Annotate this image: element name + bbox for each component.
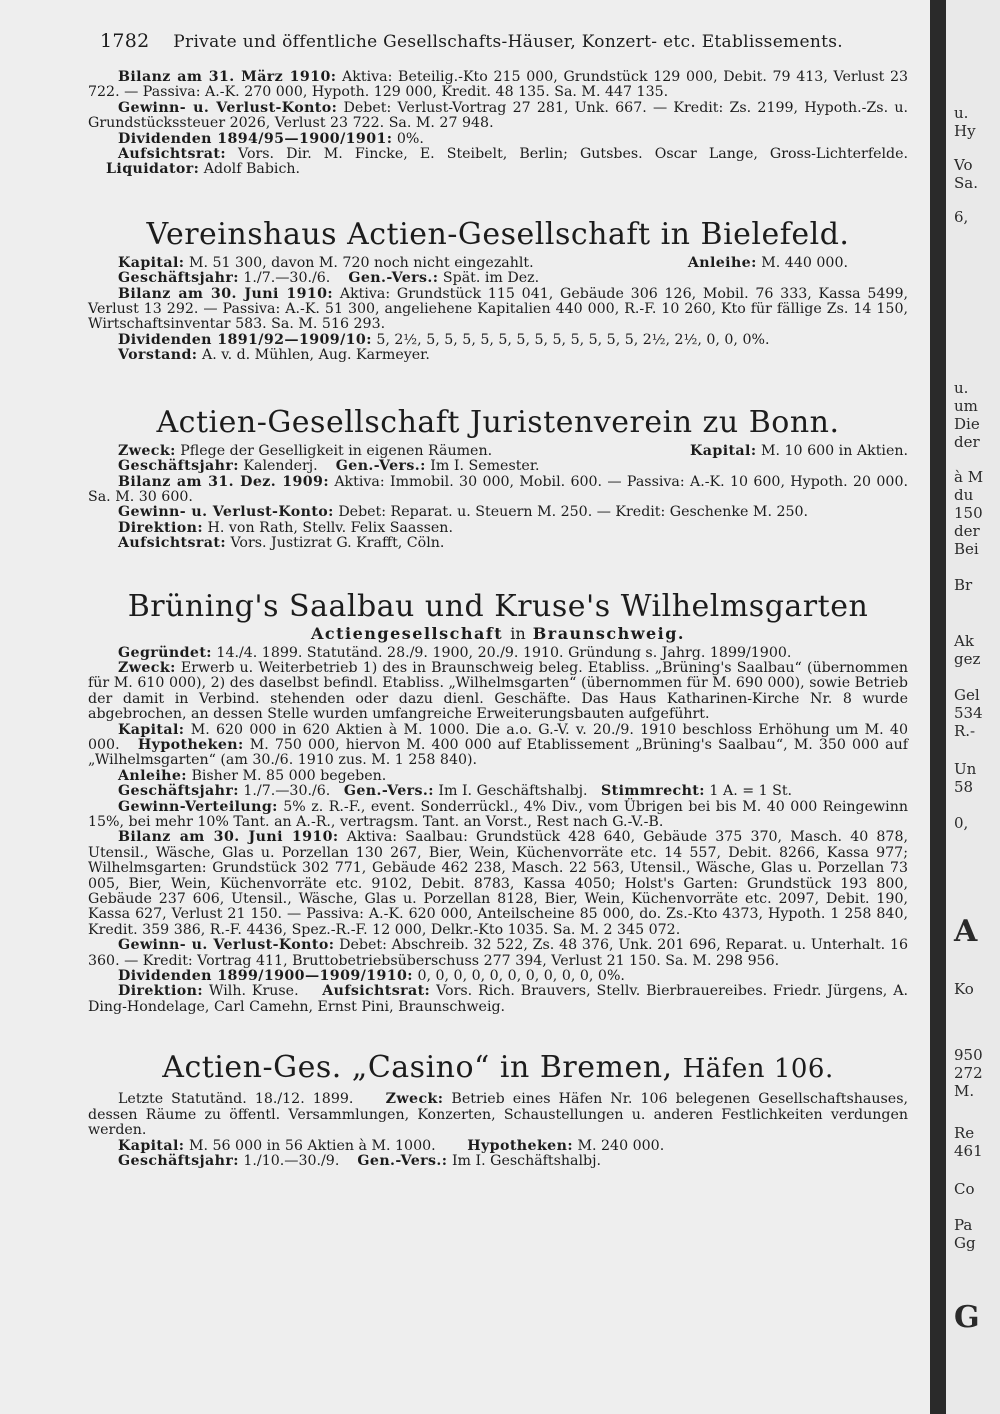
adjacent-text-fragment: Gel [954,686,980,704]
fiscal-year-paragraph [88,1154,908,1169]
entry-title: Brüning's Saalbau und Kruse's Wilhelmsgarten [127,588,869,624]
capital-paragraph [88,1139,908,1154]
fiscal-year-paragraph [88,784,908,799]
capital-row [88,256,908,271]
adjacent-text-fragment: Die [954,415,980,433]
value: 1./10.—30./9. [243,1152,340,1169]
label: Aufsichtsrat: [118,535,226,552]
adjacent-text-fragment: Hy [954,122,976,140]
adjacent-text-fragment: Sa. [954,174,978,192]
adjacent-text-fragment: M. [954,1082,975,1100]
entry-bonn [88,406,908,552]
label: Bilanz am 31. Dez. 1909: [118,473,329,490]
value: 1./7.—30./6. [243,270,331,287]
label: Geschäftsjahr: [118,1152,239,1169]
label: Hypotheken: [137,736,244,753]
entry-title: Vereinshaus Actien-Gesellschaft in Bielefeld. [146,216,850,252]
label: Dividenden 1891/92—1909/10: [118,331,372,348]
purpose-paragraph [88,661,908,723]
kapital-cell [118,256,534,271]
label: Anleihe: [687,254,757,271]
supervisory-board-paragraph [88,147,908,178]
adjacent-text-fragment: Gg [954,1234,976,1252]
label: Stimmrecht: [601,783,705,800]
guv-paragraph [88,505,908,520]
value: Betrieb eines Häfen Nr. 106 belegenen Gesellschaftshauses, dessen Räume zu öffentl. Versammlungen, Konzerten, Schaustellungen u. anderen Festlichkeiten verdungen werden. [88,1091,908,1139]
label: Bilanz am 31. März 1910: [118,69,337,85]
label: Kapital: [118,721,185,738]
label: Aufsichtsrat: [118,146,226,163]
label: Direktion: [118,983,203,1000]
label: Gewinn- u. Verlust-Konto: [118,504,334,521]
adjacent-text-fragment: um [954,397,978,415]
adjacent-text-fragment: Bei [954,540,979,558]
fiscal-year-paragraph [88,459,908,474]
adjacent-text-fragment: u. [954,104,969,122]
adjacent-text-fragment: R.- [954,722,976,740]
bilanz-paragraph [88,830,908,938]
value: 0%. [396,130,424,147]
running-header [100,30,920,52]
adjacent-text-fragment: 461 [954,1142,983,1160]
adjacent-text-fragment: der [954,522,980,540]
value: Debet: Reparat. u. Steuern M. 250. — Kredit: Geschenke M. 250. [338,504,809,521]
value: Erwerb u. Weiterbetrieb 1) des in Braunschweig beleg. Etabliss. „Brüning's Saalbau“ (übernommen für M. 610 000), 2) des daselbst befindl. Etabliss. „Wilhelmsgarten“ (übernommen für M. 690 000), sowie Betrieb der damit in Verbind. stehenden oder dazu dienl. Geschäfte. Das Haus Katharinen-Kirche Nr. 8 wurde abgebrochen, an dessen Stelle wurden umfangreiche Erweiterungsbauten aufgeführt. [88,659,908,723]
label: Kapital: [118,1137,185,1154]
profit-distribution-paragraph [88,800,908,831]
adjacent-text-fragment: Br [954,576,973,594]
anleihe-cell [688,256,848,271]
value: Pflege der Geselligkeit in eigenen Räumen. [180,442,493,459]
value: Vors. Justizrat G. Krafft, Cöln. [230,535,445,552]
label: Geschäftsjahr: [118,783,239,800]
value: M. 51 300, davon M. 720 noch nicht eingezahlt. [188,254,534,271]
entry-continuation [88,66,908,178]
entry-title: Actien-Gesellschaft Juristenverein zu Bonn. [156,404,840,440]
adjacent-page-fragment [946,0,1000,1414]
label: Liquidator: [106,161,200,178]
adjacent-text-fragment: Co [954,1180,975,1198]
founded-paragraph [88,646,908,661]
adjacent-text-fragment: Re [954,1124,975,1142]
value: 14./4. 1899. Statutänd. 28./9. 1900, 20./9. 1910. Gründung s. Jahrg. 1899/1900. [216,644,792,661]
entry-bielefeld [88,218,908,364]
purpose-row [88,444,908,459]
adjacent-text-fragment: 534 [954,704,983,722]
label: Gen.-Vers.: [348,270,439,287]
adjacent-text-fragment: gez [954,650,981,668]
value: Im I. Semester. [430,458,540,475]
label: Gewinn-Verteilung: [118,798,278,815]
adjacent-text-fragment: Un [954,760,977,778]
value: M. 240 000. [577,1137,665,1154]
value: Adolf Babich. [203,161,301,178]
adjacent-text-fragment: Ko [954,980,974,998]
label: Zweck: [385,1091,444,1108]
running-title: Private und öffentliche Gesellschafts-Häuser, Konzert- etc. Etablissements. [173,32,843,52]
adjacent-text-fragment: 150 [954,504,983,522]
label: Gewinn- u. Verlust-Konto: [118,937,335,954]
adjacent-text-fragment: 58 [954,778,974,796]
capital-paragraph [88,723,908,769]
label: Gen.-Vers.: [343,783,434,800]
adjacent-text-fragment: 6, [954,208,969,226]
label: Geschäftsjahr: [118,458,239,475]
adjacent-text-fragment: du [954,486,974,504]
label: Geschäftsjahr: [118,270,239,287]
value: Aktiva: Grundstück 115 041, Gebäude 306 126, Mobil. 76 333, Kassa 5499, Verlust 13 292. — Passiva: A.-K. 51 300, angeliehene Kapitalien 440 000, R.-F. 10 260, Kto für fällige Zs. 14 150, Wirtschaftsinventar 583. Sa. M. 516 293. [88,285,908,333]
value: Kalenderj. [243,458,318,475]
bilanz-paragraph [88,70,908,101]
value: 1 A. = 1 St. [709,783,793,800]
entry-bremen [88,1051,908,1169]
value: Aktiva: Immobil. 30 000, Mobil. 600. — Passiva: A.-K. 10 600, Hypoth. 20 000. Sa. M. 30 600. [88,473,908,505]
statute-text: Letzte Statutänd. 18./12. 1899. [118,1091,354,1108]
value: Bisher M. 85 000 begeben. [191,767,387,784]
subtitle-city: Braunschweig. [532,623,685,643]
value: Im I. Geschäftshalbj. [451,1152,602,1169]
label: Hypotheken: [467,1137,573,1154]
value: Vors. Dir. M. Fincke, E. Steibelt, Berlin; Gutsbes. Oscar Lange, Gross-Lichterfelde. [238,146,908,163]
dividend-paragraph [88,333,908,348]
value: Debet: Abschreib. 32 522, Zs. 48 376, Unk. 201 696, Reparat. u. Unterhalt. 16 360. — Kredit: Vortrag 411, Bruttobetriebsüberschuss 277 394, Verlust 21 150. Sa. M. 298 956. [88,937,908,969]
book-gutter [930,0,946,1414]
management-paragraph [88,521,908,536]
value: A. v. d. Mühlen, Aug. Karmeyer. [201,347,430,364]
fiscal-year-paragraph [88,271,908,286]
value: Debet: Verlust-Vortrag 27 281, Unk. 667. — Kredit: Zs. 2199, Hypoth.-Zs. u. Grundstückssteuer 2026, Verlust 23 722. Sa. M. 27 948. [88,99,908,132]
kapital-cell [690,444,908,459]
adjacent-text-fragment: 272 [954,1064,983,1082]
value: Vors. Rich. Brauvers, Stellv. Bierbrauereibes. Friedr. Jürgens, A. Ding-Hondelage, Carl Camehn, Ernst Pini, Braunschweig. [88,983,908,1015]
value: 1./7.—30./6. [243,783,331,800]
bilanz-paragraph [88,287,908,333]
value: H. von Rath, Stellv. Felix Saassen. [207,519,453,536]
value: 0, 0, 0, 0, 0, 0, 0, 0, 0, 0, 0%. [417,968,625,985]
board-paragraph [88,348,908,363]
label: Kapital: [118,254,185,271]
bilanz-paragraph [88,475,908,506]
adjacent-text-fragment: à M [954,468,984,486]
entry-subtitle [88,624,908,644]
value: 5% z. R.-F., event. Sonderrückl., 4% Div., vom Übrigen bei bis M. 40 000 Reingewinn 15%, bei mehr 10% Tant. an A.-R., vertragsm. Tant. an Vorst., Rest nach G.-V.-B. [88,798,908,830]
adjacent-text-fragment: Ak [954,632,974,650]
subtitle-in: in [510,623,526,643]
value: Spät. im Dez. [442,270,540,287]
label: Anleihe: [118,767,187,784]
page-number: 1782 [100,30,150,52]
label: Zweck: [118,659,176,676]
label: Kapital: [690,442,757,459]
value: M. 440 000. [761,254,848,271]
value: Wilh. Kruse. [208,983,299,1000]
value: Aktiva: Saalbau: Grundstück 428 640, Gebäude 375 370, Masch. 40 878, Utensil., Wäsche, Glas u. Porzellan 130 267, Bier, Wein, Küchenvorräte etc. 14 557, Debit. 8266, Kassa 977; Wilhelmsgarten: Grundstück 302 771, Gebäude 462 238, Masch. 22 563, Utensil., Wäsche, Glas u. Porzellan 73 005, Bier, Wein, Küchenvorräte etc. 9102, Debit. 8783, Kassa 4050; Holst's Garten: Grundstück 193 800, Gebäude 237 606, Utensil., Wäsche, Glas u. Porzellan 8128, Bier, Wein, Küchenvorräte etc. 2097, Debit. 190, Kassa 627, Verlust 21 150. — Passiva: A.-K. 620 000, Anteilscheine 85 000, do. Zs.-Kto 4373, Hypoth. 1 258 840, Kredit. 359 386, R.-F. 4436, Spez.-R.-F. 12 000, Delkr.-Kto 1035. Sa. M. 2 345 072. [88,829,908,938]
entry-title [88,1051,908,1086]
entry-title-text: Actien-Ges. „Casino“ in Bremen, [162,1050,673,1086]
adjacent-text-fragment: 950 [954,1046,983,1064]
label: Gen.-Vers.: [357,1152,448,1169]
dividend-paragraph [88,132,908,147]
zweck-cell [118,444,492,459]
label: Gen.-Vers.: [335,458,426,475]
label: Bilanz am 30. Juni 1910: [118,285,334,302]
adjacent-text-fragment: A [954,914,978,949]
adjacent-text-fragment: 0, [954,814,969,832]
loan-paragraph [88,769,908,784]
adjacent-text-fragment: der [954,433,980,451]
purpose-paragraph [88,1092,908,1138]
adjacent-text-fragment: u. [954,379,969,397]
value: M. 56 000 in 56 Aktien à M. 1000. [188,1137,436,1154]
adjacent-text-fragment: Vo [954,156,973,174]
supervisory-board-paragraph [88,536,908,551]
label: Vorstand: [118,347,198,364]
value: M. 750 000, hiervon M. 400 000 auf Etablissement „Brüning's Saalbau“, M. 350 000 auf „Wilhelmsgarten“ (am 30./6. 1910 zus. M. 1 258 840). [88,736,909,769]
value: M. 620 000 in 620 Aktien à M. 1000. Die a.o. G.-V. v. 20./9. 1910 beschloss Erhöhung um M. 40 000. [88,721,908,753]
label: Aufsichtsrat: [322,983,431,1000]
guv-paragraph [88,938,908,969]
page-content [88,66,908,1169]
management-paragraph [88,984,908,1015]
value: Im I. Geschäftshalbj. [438,783,588,800]
adjacent-text-fragment: G [954,1300,980,1335]
dividend-paragraph [88,969,908,984]
label: Bilanz am 30. Juni 1910: [118,829,339,846]
label: Dividenden 1899/1900—1909/1910: [118,968,413,985]
subtitle-company: Actiengesellschaft [310,623,504,643]
adjacent-text-fragment: Pa [954,1216,973,1234]
label: Gewinn- u. Verlust-Konto: [118,99,338,116]
value: Aktiva: Beteilig.-Kto 215 000, Grundstück 129 000, Debit. 79 413, Verlust 23 722. — Passiva: A.-K. 270 000, Hypoth. 129 000, Kredit. 48 135. Sa. M. 447 135. [88,69,908,101]
value: 5, 2½, 5, 5, 5, 5, 5, 5, 5, 5, 5, 5, 5, 5, 2½, 2½, 0, 0, 0%. [376,331,770,348]
entry-address: Häfen 106. [682,1054,834,1085]
value: M. 10 600 in Aktien. [760,442,908,459]
guv-paragraph [88,101,908,132]
label: Direktion: [118,519,203,536]
label: Gegründet: [118,644,212,661]
entry-braunschweig [88,590,908,1016]
label: Zweck: [118,442,176,459]
label: Dividenden 1894/95—1900/1901: [118,130,393,147]
